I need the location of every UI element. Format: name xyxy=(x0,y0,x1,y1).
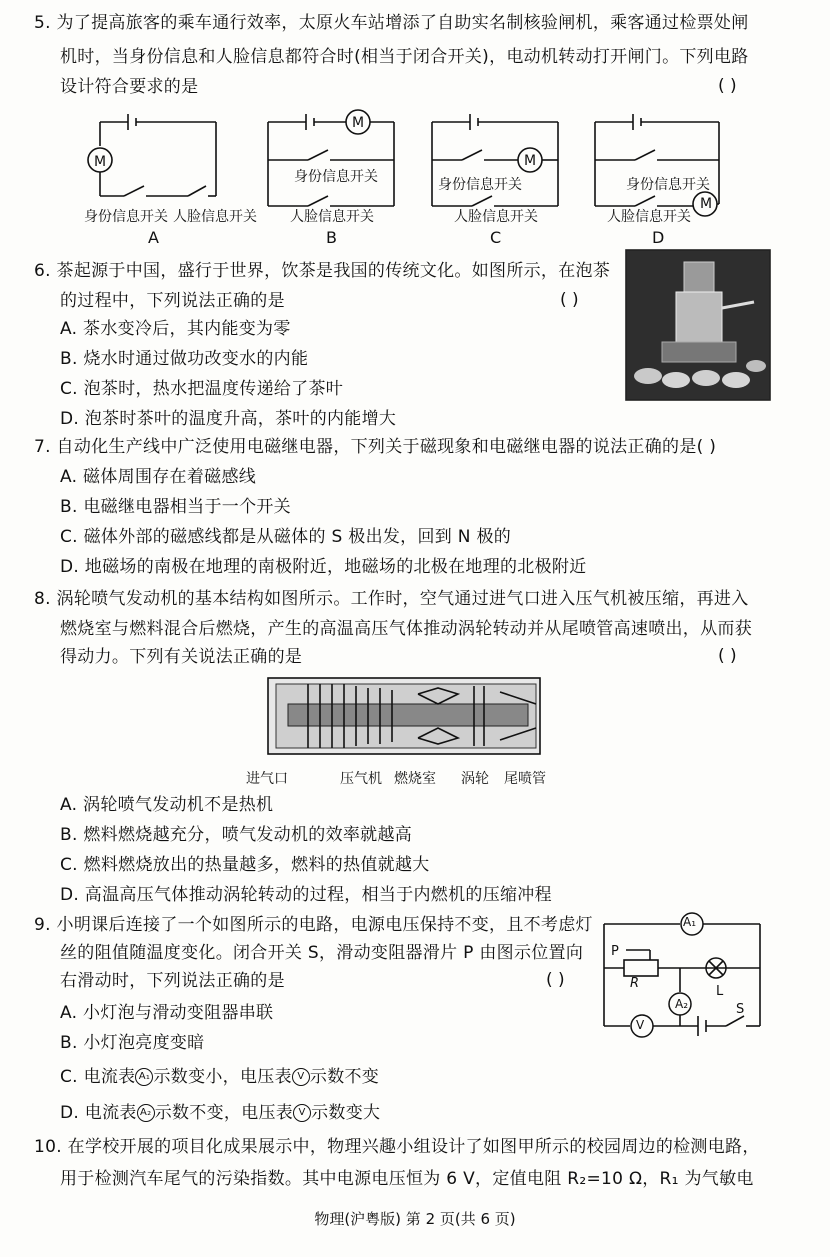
option-c-label: C xyxy=(490,228,502,247)
q6-option-c: C. 泡茶时，热水把温度传递给了茶叶 xyxy=(60,379,344,399)
circuit-diagram-c xyxy=(432,110,562,220)
circuit-diagram-b xyxy=(268,110,398,220)
voltmeter-symbol: V xyxy=(293,1104,311,1122)
q9-option-c-suffix: 示数不变 xyxy=(309,1067,380,1087)
circuit-c-face-switch-label: 人脸信息开关 xyxy=(454,209,538,225)
q7-option-c: C. 磁体外部的磁感线都是从磁体的 S 极出发，回到 N 极的 xyxy=(60,527,512,547)
circuit-c-motor-label: M xyxy=(524,153,537,169)
q9-option-c-mid: 示数变小，电压表 xyxy=(153,1067,292,1087)
q7-stem-line1: 7. 自动化生产线中广泛使用电磁继电器，下列关于磁现象和电磁继电器的说法正确的是( ) xyxy=(34,437,717,457)
q9-answer-blank: ( ) xyxy=(546,970,565,990)
circuit-b-id-switch-label: 身份信息开关 xyxy=(294,169,378,185)
circuit-b-motor-label: M xyxy=(352,115,365,131)
engine-label-compressor: 压气机 xyxy=(340,771,382,787)
ammeter-a1-symbol: A₁ xyxy=(135,1068,153,1086)
circuit-d-id-switch-label: 身份信息开关 xyxy=(626,177,710,193)
circuit-diagram-a xyxy=(88,110,228,220)
circuit-slider-p-label: P xyxy=(611,944,619,959)
option-d-label: D xyxy=(652,228,665,247)
q9-option-b: B. 小灯泡亮度变暗 xyxy=(60,1033,205,1053)
q9-stem-line2: 丝的阻值随温度变化。闭合开关 S，滑动变阻器滑片 P 由图示位置向 xyxy=(60,943,584,963)
circuit-a-motor-label: M xyxy=(94,154,107,170)
circuit-voltmeter-label: V xyxy=(636,1018,645,1032)
q7-option-a: A. 磁体周围存在着磁感线 xyxy=(60,467,257,487)
voltmeter-symbol: V xyxy=(292,1068,310,1086)
q9-option-d xyxy=(60,1102,380,1124)
q5-answer-blank: ( ) xyxy=(718,76,737,96)
circuit-lamp-l-label: L xyxy=(716,984,724,999)
q9-option-c-prefix: C. 电流表 xyxy=(60,1067,136,1087)
q8-option-a: A. 涡轮喷气发动机不是热机 xyxy=(60,795,274,815)
circuit-c-id-switch-label: 身份信息开关 xyxy=(438,177,522,193)
q8-option-d: D. 高温高压气体推动涡轮转动的过程，相当于内燃机的压缩冲程 xyxy=(60,885,552,905)
circuit-d-motor-label: M xyxy=(700,196,713,212)
q8-option-c: C. 燃料燃烧放出的热量越多，燃料的热值就越大 xyxy=(60,855,430,875)
q7-option-b: B. 电磁继电器相当于一个开关 xyxy=(60,497,291,517)
ammeter-a2-symbol: A₂ xyxy=(137,1104,155,1122)
q10-stem-line1: 10. 在学校开展的项目化成果展示中，物理兴趣小组设计了如图甲所示的校园周边的检测电路， xyxy=(34,1137,760,1157)
engine-label-nozzle: 尾喷管 xyxy=(504,771,546,787)
circuit-a-id-switch-label: 身份信息开关 xyxy=(84,209,168,225)
q5-stem-line2: 机时，当身份信息和人脸信息都符合时(相当于闭合开关)，电动机转动打开闸门。下列电路 xyxy=(60,47,749,67)
q9-stem-line1: 9. 小明课后连接了一个如图所示的电路，电源电压保持不变，且不考虑灯 xyxy=(34,915,593,935)
jet-engine-diagram xyxy=(268,674,548,764)
q6-option-b: B. 烧水时通过做功改变水的内能 xyxy=(60,349,309,369)
circuit-ammeter-a2-label: A₂ xyxy=(675,997,689,1011)
q8-stem-line1: 8. 涡轮喷气发动机的基本结构如图所示。工作时，空气通过进气口进入压气机被压缩，再进入 xyxy=(34,589,749,609)
q6-option-d: D. 泡茶时茶叶的温度升高，茶叶的内能增大 xyxy=(60,409,397,429)
q8-option-b: B. 燃料燃烧越充分，喷气发动机的效率就越高 xyxy=(60,825,413,845)
q5-stem-line1: 5. 为了提高旅客的乘车通行效率，太原火车站增添了自助实名制核验闸机，乘客通过检票处闸 xyxy=(34,13,749,33)
q9-option-c xyxy=(60,1066,379,1088)
engine-label-turbine: 涡轮 xyxy=(461,771,489,787)
engine-label-inlet: 进气口 xyxy=(246,771,288,787)
q8-answer-blank: ( ) xyxy=(718,646,737,666)
q6-answer-blank: ( ) xyxy=(560,290,579,310)
q6-stem-line2: 的过程中，下列说法正确的是 xyxy=(60,291,285,311)
q9-option-a: A. 小灯泡与滑动变阻器串联 xyxy=(60,1003,274,1023)
circuit-resistor-r-label: R xyxy=(630,976,640,991)
circuit-b-face-switch-label: 人脸信息开关 xyxy=(290,209,374,225)
q7-option-d: D. 地磁场的南极在地理的南极附近，地磁场的北极在地理的北极附近 xyxy=(60,557,587,577)
q9-option-d-prefix: D. 电流表 xyxy=(60,1103,137,1123)
option-a-label: A xyxy=(148,228,159,247)
circuit-a-face-switch-label: 人脸信息开关 xyxy=(173,209,257,225)
q10-stem-line2: 用于检测汽车尾气的污染指数。其中电源电压恒为 6 V，定值电阻 R₂=10 Ω，R₁ 为气敏电 xyxy=(60,1169,754,1189)
q6-stem-line1: 6. 茶起源于中国，盛行于世界，饮茶是我国的传统文化。如图所示，在泡茶 xyxy=(34,261,611,281)
q8-stem-line3: 得动力。下列有关说法正确的是 xyxy=(60,647,303,667)
page-footer: 物理(沪粤版) 第 2 页(共 6 页) xyxy=(314,1210,516,1228)
engine-label-combustor: 燃烧室 xyxy=(394,771,436,787)
q6-option-a: A. 茶水变冷后，其内能变为零 xyxy=(60,319,291,339)
q9-option-d-suffix: 示数变大 xyxy=(311,1103,381,1123)
circuit-d-face-switch-label: 人脸信息开关 xyxy=(607,209,691,225)
circuit-ammeter-a1-label: A₁ xyxy=(683,915,697,929)
option-b-label: B xyxy=(326,228,337,247)
q9-option-d-mid: 示数不变，电压表 xyxy=(154,1103,294,1123)
q9-stem-line3: 右滑动时，下列说法正确的是 xyxy=(60,971,285,991)
q8-stem-line2: 燃烧室与燃料混合后燃烧，产生的高温高压气体推动涡轮转动并从尾喷管高速喷出，从而获 xyxy=(60,619,752,639)
tea-set-photo xyxy=(626,250,770,400)
q5-stem-line3: 设计符合要求的是 xyxy=(60,77,199,97)
circuit-switch-s-label: S xyxy=(736,1002,745,1017)
